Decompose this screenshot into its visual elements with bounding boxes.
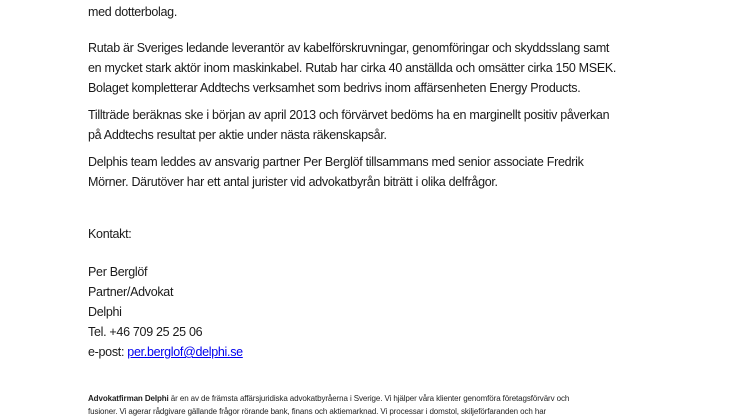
- text-line: Tillträde beräknas ske i början av april 2013 och förvärvet bedöms ha en marginellt positiv påverkan: [88, 108, 610, 122]
- footer-line: [88, 392, 688, 405]
- contact-heading-block: [88, 224, 688, 244]
- contact-email-line: [88, 342, 688, 362]
- contact-heading: Kontakt:: [88, 227, 132, 241]
- footer-line1-text: är en av de främsta affärsjuridiska advokatbyråerna i Sverige. Vi hjälper våra klienter genomföra företagsförvärv och: [168, 394, 570, 403]
- paragraph-delphi-team: [88, 152, 688, 192]
- paragraph-fragment: [88, 2, 688, 22]
- contact-phone: Tel. +46 709 25 25 06: [88, 325, 203, 339]
- paragraph-tilltrade: [88, 105, 688, 145]
- text-line: med dotterbolag.: [88, 5, 178, 19]
- contact-details-block: [88, 262, 688, 362]
- paragraph-rutab: [88, 38, 688, 98]
- footer-boilerplate: [88, 392, 688, 418]
- text-line: Rutab är Sveriges ledande leverantör av kabelförskruvningar, genomföringar och skyddsslang samt: [88, 41, 610, 55]
- footer-line: fusioner. Vi agerar rådgivare gällande frågor rörande bank, finans och aktiemarknad. Vi processar i domstol, skiljeförfaranden och har: [88, 407, 547, 416]
- text-line: Mörner. Därutöver har ett antal jurister vid advokatbyrån biträtt i olika delfrågor.: [88, 175, 498, 189]
- text-line: Bolaget kompletterar Addtechs verksamhet som bedrivs inom affärsenheten Energy Products.: [88, 81, 581, 95]
- contact-name: Per Berglöf: [88, 265, 148, 279]
- contact-email-label: e-post:: [88, 345, 128, 359]
- contact-title: Partner/Advokat: [88, 285, 174, 299]
- contact-company: Delphi: [88, 305, 122, 319]
- text-line: en mycket stark aktör inom maskinkabel. Rutab har cirka 40 anställda och omsätter cirka 150 MSEK.: [88, 61, 617, 75]
- text-line: Delphis team leddes av ansvarig partner Per Berglöf tillsammans med senior associate Fredrik: [88, 155, 584, 169]
- footer-firm-name: Advokatfirman Delphi: [88, 394, 169, 403]
- contact-email-link[interactable]: per.berglof@delphi.se: [127, 345, 243, 359]
- text-line: på Addtechs resultat per aktie under nästa räkenskapsår.: [88, 128, 387, 142]
